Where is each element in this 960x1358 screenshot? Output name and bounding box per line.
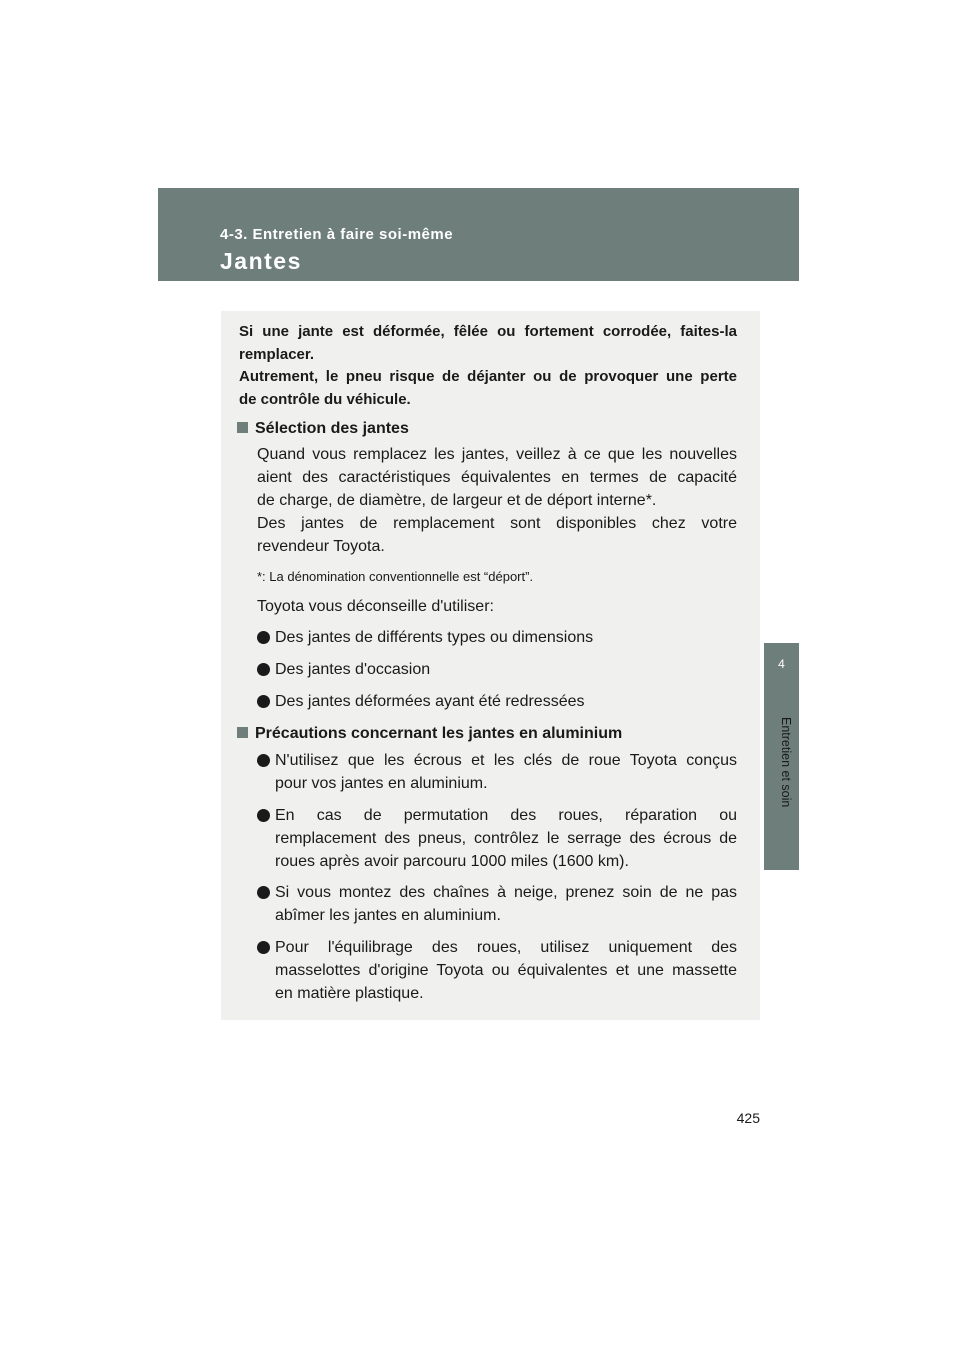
list-item-text: en matière plastique. [275,985,424,1002]
intro-line: Autrement, le pneu risque de déjanter ou de provoquer une perte [239,368,737,385]
list-item-text: Des jantes d'occasion [275,661,431,678]
list-item-text: remplacement des pneus, contrôlez le serrage des écrous de [275,830,737,847]
bullet-icon [257,886,270,899]
list-item [257,749,737,795]
paragraph-line: revendeur Toyota. [257,538,385,555]
list-item-text: pour vos jantes en aluminium. [275,775,488,792]
list-item [257,626,737,649]
list-item [257,936,737,1005]
list-item [257,658,737,681]
list-item-text: Si vous montez des chaînes à neige, prenez soin de ne pas [275,884,737,901]
list-item [257,804,737,873]
heading-text: Précautions concernant les jantes en aluminium [255,725,623,742]
paragraph-line: Des jantes de remplacement sont disponibles chez votre [257,515,737,532]
intro-line: Si une jante est déformée, fêlée ou fortement corrodée, faites-la [239,323,737,340]
list-item-text: roues après avoir parcouru 1000 miles (1600 km). [275,853,629,870]
section-label: 4-3. Entretien à faire soi-même [220,226,454,243]
bullet-icon [257,809,270,822]
list-item [257,881,737,927]
chapter-label: Entretien et soin [779,717,793,808]
list-item [257,690,737,713]
intro-line: de contrôle du véhicule. [239,390,411,408]
selection-paragraph-1 [257,443,737,558]
heading-aluminium [237,723,622,745]
list-item-text: En cas de permutation des roues, réparation ou [275,807,737,824]
bullet-icon [257,631,270,644]
square-bullet-icon [237,727,248,738]
paragraph-line: de charge, de diamètre, de largeur et de déport interne*. [257,492,657,509]
content-box [221,311,760,1020]
advice-text [257,595,737,618]
list-item-text: masselottes d'origine Toyota ou équivalentes et une massette [275,962,737,979]
heading-selection [237,418,409,440]
section-header [158,188,799,281]
paragraph-line: aient des caractéristiques équivalentes en termes de capacité [257,469,737,486]
chapter-number: 4 [778,657,785,671]
square-bullet-icon [237,422,248,433]
intro-warning [239,321,737,411]
intro-line: remplacer. [239,345,315,363]
page-number: 425 [736,1110,760,1126]
paragraph-line: Toyota vous déconseille d'utiliser: [257,598,494,615]
footnote: *: La dénomination conventionnelle est “déport”. [257,569,534,584]
bullet-icon [257,941,270,954]
bullet-icon [257,663,270,676]
paragraph-line: Quand vous remplacez les jantes, veillez à ce que les nouvelles [257,446,737,463]
list-item-text: Pour l'équilibrage des roues, utilisez uniquement des [275,939,737,956]
page-title: Jantes [220,248,302,274]
bullet-icon [257,754,270,767]
list-item-text: abîmer les jantes en aluminium. [275,907,501,924]
list-item-text: Des jantes de différents types ou dimensions [275,629,594,646]
heading-text: Sélection des jantes [255,420,409,437]
list-item-text: N'utilisez que les écrous et les clés de roue Toyota conçus [275,752,737,769]
list-item-text: Des jantes déformées ayant été redressées [275,693,585,710]
bullet-icon [257,695,270,708]
